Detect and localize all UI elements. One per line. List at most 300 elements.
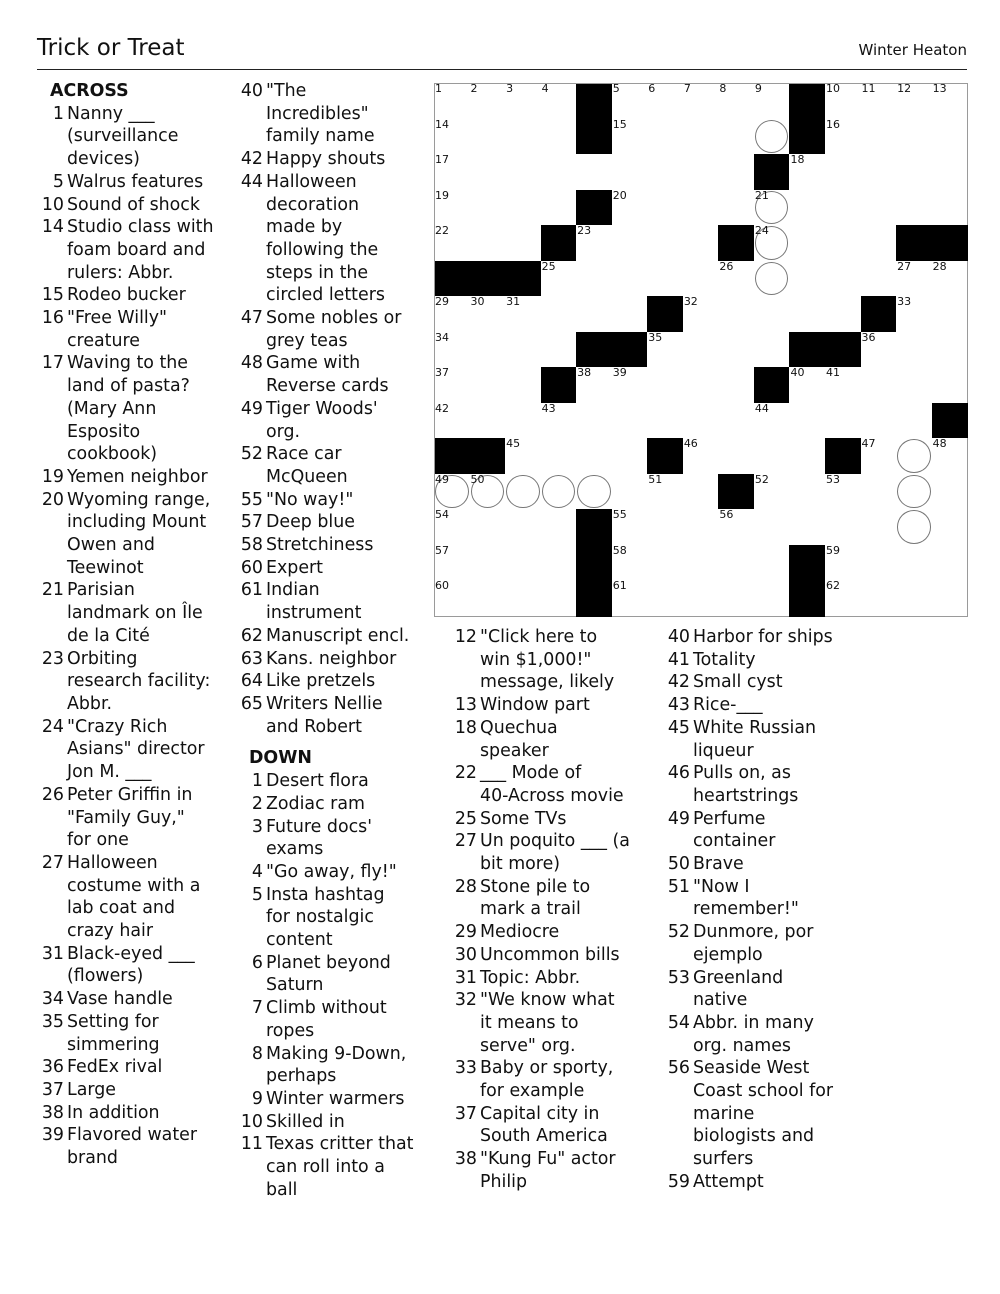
clue bbox=[40, 1102, 214, 1125]
cell-number: 34 bbox=[435, 330, 449, 344]
grid-cell bbox=[434, 119, 471, 156]
clue-number: 40 bbox=[240, 81, 263, 101]
grid-cell bbox=[505, 225, 542, 262]
clue-text-line: Mediocre bbox=[480, 922, 560, 943]
grid-cell bbox=[754, 261, 791, 298]
cell-number: 5 bbox=[612, 82, 620, 95]
puzzle-author: Winter Heaton bbox=[858, 41, 967, 59]
grid-cell bbox=[470, 580, 507, 617]
cell-number: 7 bbox=[683, 82, 691, 95]
clue-number: 5 bbox=[251, 884, 263, 905]
grid-cell bbox=[896, 261, 933, 298]
clue-text-line: marine bbox=[693, 1103, 755, 1124]
clue bbox=[666, 717, 833, 762]
cell-number: 21 bbox=[754, 188, 769, 202]
clue bbox=[453, 989, 630, 1057]
clue-number: 48 bbox=[240, 353, 263, 374]
clue-text-line: Esposito bbox=[67, 421, 141, 442]
grid-cell bbox=[754, 119, 791, 156]
grid-block bbox=[612, 332, 649, 369]
clue bbox=[40, 1056, 214, 1079]
clue-text-line: "Free Willy" bbox=[67, 308, 168, 329]
clue-text-line: lab coat and bbox=[67, 898, 175, 919]
clue-number: 57 bbox=[240, 512, 263, 533]
clue-text-line: speaker bbox=[480, 740, 549, 761]
clue-number: 46 bbox=[667, 763, 690, 784]
grid-block bbox=[541, 225, 578, 262]
clue-text-line: Some nobles or bbox=[266, 308, 402, 329]
clue bbox=[40, 852, 214, 943]
grid-cell bbox=[541, 261, 578, 298]
clue-text-line: for one bbox=[67, 830, 129, 851]
grid-cell bbox=[896, 438, 933, 475]
grid-cell bbox=[505, 332, 542, 369]
grid-cell bbox=[825, 474, 862, 511]
clue-column-1 bbox=[40, 80, 214, 1170]
cell-number: 30 bbox=[470, 295, 485, 309]
circled-cell-marker bbox=[897, 439, 931, 473]
clue-text-line: Tiger Woods' bbox=[266, 398, 378, 419]
grid-cell bbox=[718, 154, 755, 191]
clue-text-line: Stretchiness bbox=[266, 535, 374, 556]
grid-cell bbox=[505, 119, 542, 156]
cell-number: 57 bbox=[435, 543, 449, 557]
grid-block bbox=[718, 474, 755, 511]
cell-number: 54 bbox=[435, 508, 449, 522]
cell-number: 13 bbox=[932, 82, 947, 95]
grid-block bbox=[754, 154, 791, 191]
clue bbox=[40, 988, 214, 1011]
clue-number: 26 bbox=[41, 784, 64, 805]
clue bbox=[40, 1011, 214, 1056]
cell-number: 43 bbox=[541, 401, 556, 415]
grid-cell bbox=[861, 83, 898, 120]
clue-text-line: org. names bbox=[693, 1035, 791, 1056]
cell-number: 22 bbox=[435, 224, 449, 238]
grid-block bbox=[754, 367, 791, 404]
grid-cell bbox=[718, 119, 755, 156]
grid-block bbox=[576, 332, 613, 369]
clue-text-line: "We know what bbox=[480, 990, 615, 1011]
grid-cell bbox=[861, 580, 898, 617]
puzzle-title: Trick or Treat bbox=[37, 35, 185, 61]
clue bbox=[239, 1088, 413, 1111]
clue bbox=[666, 762, 833, 807]
clue bbox=[453, 967, 630, 990]
cell-number: 12 bbox=[897, 82, 912, 95]
grid-cell bbox=[541, 296, 578, 333]
clue-text-line: heartstrings bbox=[693, 785, 799, 806]
clue-number: 61 bbox=[240, 580, 263, 601]
clue-text-line: Brave bbox=[693, 854, 744, 875]
cell-number: 17 bbox=[435, 153, 449, 167]
cell-number: 23 bbox=[577, 224, 592, 238]
clue-number: 12 bbox=[454, 627, 477, 647]
clue-text-line: message, likely bbox=[480, 672, 615, 693]
clue bbox=[239, 793, 413, 816]
grid-cell bbox=[470, 190, 507, 227]
clue-column-4 bbox=[666, 626, 833, 1194]
grid-cell bbox=[932, 438, 969, 475]
grid-block bbox=[576, 119, 613, 156]
clue-text-line: Attempt bbox=[693, 1171, 764, 1192]
clue bbox=[666, 921, 833, 966]
clue-number: 10 bbox=[41, 194, 64, 215]
grid-cell bbox=[789, 474, 826, 511]
grid-cell bbox=[683, 261, 720, 298]
clue-number: 52 bbox=[667, 922, 690, 943]
cell-number: 26 bbox=[719, 259, 734, 273]
clue bbox=[453, 944, 630, 967]
clue-text-line: Peter Griffin in bbox=[67, 784, 193, 805]
clue-number: 2 bbox=[251, 793, 263, 814]
clue-text-line: "No way!" bbox=[266, 489, 354, 510]
header-rule bbox=[37, 69, 967, 70]
clue-text-line: Abbr. in many bbox=[693, 1012, 814, 1033]
grid-cell bbox=[861, 154, 898, 191]
grid-cell bbox=[718, 367, 755, 404]
clue-text-line: Large bbox=[67, 1079, 116, 1100]
clue-text-line: de la Cité bbox=[67, 625, 150, 646]
clue bbox=[40, 784, 214, 852]
clue-number: 1 bbox=[251, 771, 263, 792]
clue-text-line: Teewinot bbox=[67, 557, 144, 578]
grid-cell bbox=[612, 154, 649, 191]
clue-text-line: Un poquito ___ (a bbox=[480, 831, 630, 852]
clue bbox=[239, 625, 413, 648]
clue-number: 37 bbox=[454, 1103, 477, 1124]
clue bbox=[239, 1111, 413, 1134]
grid-block bbox=[576, 580, 613, 617]
grid-cell bbox=[612, 509, 649, 546]
clue-number: 56 bbox=[667, 1058, 690, 1079]
grid-cell bbox=[683, 154, 720, 191]
grid-cell bbox=[434, 509, 471, 546]
clue-number: 45 bbox=[667, 717, 690, 738]
grid-cell bbox=[861, 509, 898, 546]
grid-cell bbox=[825, 367, 862, 404]
grid-cell bbox=[896, 367, 933, 404]
clue-text-line: White Russian bbox=[693, 717, 817, 738]
clue-number: 44 bbox=[240, 171, 263, 192]
grid-block bbox=[789, 545, 826, 582]
cell-number: 41 bbox=[826, 366, 840, 380]
circled-cell-marker bbox=[897, 475, 931, 509]
grid-cell bbox=[932, 474, 969, 511]
clue bbox=[40, 171, 214, 194]
cell-number: 2 bbox=[470, 82, 478, 95]
clue-text-line: Indian bbox=[266, 580, 320, 601]
clue-text-line: Texas critter that bbox=[266, 1134, 414, 1155]
clue bbox=[666, 626, 833, 649]
clue bbox=[40, 466, 214, 489]
clue-number: 49 bbox=[667, 808, 690, 829]
clue-text-line: Deep blue bbox=[266, 512, 355, 533]
clue bbox=[239, 307, 413, 352]
grid-block bbox=[505, 261, 542, 298]
clue bbox=[239, 1043, 413, 1088]
grid-cell bbox=[718, 438, 755, 475]
grid-cell bbox=[612, 474, 649, 511]
cell-number: 36 bbox=[861, 330, 876, 344]
grid-cell bbox=[932, 332, 969, 369]
grid-cell bbox=[825, 261, 862, 298]
clue-text-line: content bbox=[266, 930, 333, 951]
cell-number: 29 bbox=[435, 295, 449, 309]
grid-cell bbox=[861, 474, 898, 511]
cell-number: 3 bbox=[506, 82, 514, 95]
clue-text-line: Uncommon bills bbox=[480, 944, 620, 965]
cell-number: 24 bbox=[754, 224, 769, 238]
clue-text-line: ___ Mode of bbox=[480, 763, 582, 784]
grid-cell bbox=[825, 119, 862, 156]
clue-text-line: container bbox=[693, 831, 776, 852]
cell-number: 6 bbox=[648, 82, 656, 95]
grid-cell bbox=[470, 332, 507, 369]
clue bbox=[453, 694, 630, 717]
grid-cell bbox=[505, 367, 542, 404]
cell-number: 35 bbox=[648, 330, 663, 344]
clue-number: 5 bbox=[52, 171, 64, 192]
grid-block bbox=[825, 438, 862, 475]
grid-cell bbox=[754, 438, 791, 475]
clue bbox=[239, 489, 413, 512]
clue-number: 33 bbox=[454, 1058, 477, 1079]
clue-number: 3 bbox=[251, 816, 263, 837]
clue bbox=[239, 511, 413, 534]
clue-text-line: Skilled in bbox=[266, 1111, 345, 1132]
clue-text-line: Asians" director bbox=[67, 739, 205, 760]
grid-cell bbox=[541, 332, 578, 369]
clue-text-line: Making 9-Down, bbox=[266, 1043, 407, 1064]
clue-number: 59 bbox=[667, 1171, 690, 1192]
clue-number: 29 bbox=[454, 922, 477, 943]
clue-text-line: circled letters bbox=[266, 285, 385, 306]
clue-text-line: Desert flora bbox=[266, 771, 369, 792]
clue bbox=[666, 671, 833, 694]
clue-text-line: "Kung Fu" actor bbox=[480, 1149, 616, 1170]
clue-text-line: Rodeo bucker bbox=[67, 285, 186, 306]
clue-text-line: Zodiac ram bbox=[266, 793, 365, 814]
clue-text-line: "Family Guy," bbox=[67, 807, 185, 828]
grid-block bbox=[434, 438, 471, 475]
grid-cell bbox=[576, 296, 613, 333]
clue-text-line: "Go away, fly!" bbox=[266, 861, 397, 882]
grid-cell bbox=[470, 509, 507, 546]
clue bbox=[239, 952, 413, 997]
clue bbox=[40, 284, 214, 307]
grid-cell bbox=[470, 296, 507, 333]
grid-cell bbox=[683, 225, 720, 262]
grid-cell bbox=[505, 296, 542, 333]
clue-number: 58 bbox=[240, 535, 263, 556]
clue-number: 31 bbox=[41, 943, 64, 964]
cell-number: 51 bbox=[648, 472, 663, 486]
clue bbox=[239, 861, 413, 884]
cell-number: 31 bbox=[506, 295, 521, 309]
clue-text-line: Rice-___ bbox=[693, 695, 763, 716]
grid-cell bbox=[861, 545, 898, 582]
clue-text-line: Halloween bbox=[67, 852, 158, 873]
clue-number: 50 bbox=[667, 854, 690, 875]
grid-cell bbox=[683, 438, 720, 475]
grid-cell bbox=[789, 296, 826, 333]
grid-cell bbox=[789, 154, 826, 191]
grid-cell bbox=[612, 225, 649, 262]
clue-number: 54 bbox=[667, 1012, 690, 1033]
clue-text-line: Capital city in bbox=[480, 1103, 600, 1124]
clue-text-line: FedEx rival bbox=[67, 1057, 163, 1078]
grid-cell bbox=[647, 509, 684, 546]
cell-number: 4 bbox=[541, 82, 549, 95]
grid-cell bbox=[647, 190, 684, 227]
clue-text-line: Wyoming range, bbox=[67, 489, 211, 510]
clue bbox=[40, 103, 214, 171]
clue-text-line: Race car bbox=[266, 444, 342, 465]
cell-number: 47 bbox=[861, 437, 876, 451]
clue bbox=[453, 717, 630, 762]
grid-cell bbox=[861, 190, 898, 227]
clue-number: 51 bbox=[667, 876, 690, 897]
clue-number: 18 bbox=[454, 717, 477, 738]
grid-cell bbox=[896, 403, 933, 440]
clue-text-line: following the bbox=[266, 239, 379, 260]
grid-cell bbox=[718, 332, 755, 369]
grid-cell bbox=[505, 545, 542, 582]
clue-text-line: Vase handle bbox=[67, 989, 173, 1010]
grid-cell bbox=[861, 225, 898, 262]
clue bbox=[239, 816, 413, 861]
grid-cell bbox=[932, 83, 969, 120]
grid-cell bbox=[470, 83, 507, 120]
clue bbox=[40, 307, 214, 352]
clue-text-line: Planet beyond bbox=[266, 952, 391, 973]
clue-text-line: Insta hashtag bbox=[266, 884, 385, 905]
clue bbox=[40, 579, 214, 647]
grid-cell bbox=[896, 154, 933, 191]
grid-cell bbox=[541, 474, 578, 511]
clue bbox=[239, 884, 413, 952]
clue-text-line: Dunmore, por bbox=[693, 922, 814, 943]
grid-cell bbox=[932, 119, 969, 156]
grid-cell bbox=[505, 474, 542, 511]
clue bbox=[40, 716, 214, 784]
clue-number: 52 bbox=[240, 444, 263, 465]
cell-number: 46 bbox=[683, 437, 698, 451]
clue-text-line: simmering bbox=[67, 1034, 160, 1055]
clue bbox=[40, 943, 214, 988]
grid-cell bbox=[612, 119, 649, 156]
clue-text-line: Yemen neighbor bbox=[67, 466, 208, 487]
grid-cell bbox=[470, 154, 507, 191]
clue-text-line: Kans. neighbor bbox=[266, 648, 397, 669]
cell-number: 20 bbox=[612, 188, 627, 202]
clue-text-line: mark a trail bbox=[480, 899, 581, 920]
grid-cell bbox=[932, 190, 969, 227]
grid-cell bbox=[718, 545, 755, 582]
grid-cell bbox=[647, 332, 684, 369]
grid-cell bbox=[505, 438, 542, 475]
grid-block bbox=[861, 296, 898, 333]
clue bbox=[239, 443, 413, 488]
grid-cell bbox=[718, 580, 755, 617]
crossword-grid bbox=[434, 83, 967, 616]
grid-cell bbox=[470, 545, 507, 582]
clue-text-line: brand bbox=[67, 1148, 118, 1169]
grid-cell bbox=[754, 545, 791, 582]
cell-number: 16 bbox=[826, 117, 840, 131]
grid-cell bbox=[683, 509, 720, 546]
clue-text-line: Topic: Abbr. bbox=[480, 967, 581, 988]
clue-text-line: Climb without bbox=[266, 998, 387, 1019]
clue-text-line: In addition bbox=[67, 1102, 160, 1123]
grid-cell bbox=[718, 296, 755, 333]
clue-text-line: can roll into a bbox=[266, 1157, 385, 1178]
clue-text-line: made by bbox=[266, 217, 343, 238]
clue-number: 42 bbox=[667, 672, 690, 693]
clue-text-line: Small cyst bbox=[693, 672, 783, 693]
cell-number: 62 bbox=[826, 579, 840, 593]
clue bbox=[239, 648, 413, 671]
clue-number: 60 bbox=[240, 557, 263, 578]
clue bbox=[239, 1133, 413, 1201]
grid-cell bbox=[825, 580, 862, 617]
clue-text-line: surfers bbox=[693, 1149, 754, 1170]
clue-text-line: crazy hair bbox=[67, 921, 153, 942]
cell-number: 58 bbox=[612, 543, 627, 557]
clue-text-line: perhaps bbox=[266, 1066, 337, 1087]
clue bbox=[666, 967, 833, 1012]
clue-number: 6 bbox=[251, 952, 263, 973]
cell-number: 56 bbox=[719, 508, 734, 522]
clue-text-line: bit more) bbox=[480, 854, 561, 875]
circled-cell-marker bbox=[755, 120, 789, 154]
clue-number: 25 bbox=[454, 808, 477, 829]
clue-text-line: Like pretzels bbox=[266, 671, 376, 692]
grid-cell bbox=[683, 474, 720, 511]
cell-number: 40 bbox=[790, 366, 805, 380]
grid-block bbox=[789, 332, 826, 369]
clue-number: 7 bbox=[251, 998, 263, 1019]
grid-cell bbox=[612, 438, 649, 475]
grid-cell bbox=[718, 403, 755, 440]
grid-cell bbox=[612, 545, 649, 582]
cell-number: 10 bbox=[826, 82, 840, 95]
cell-number: 50 bbox=[470, 472, 485, 486]
grid-cell bbox=[861, 261, 898, 298]
grid-cell bbox=[434, 190, 471, 227]
clue-text-line: ball bbox=[266, 1179, 298, 1200]
clue-number: 28 bbox=[454, 876, 477, 897]
clue-text-line: Walrus features bbox=[67, 171, 204, 192]
grid-cell bbox=[861, 119, 898, 156]
grid-cell bbox=[612, 580, 649, 617]
clue-number: 41 bbox=[667, 649, 690, 670]
clue-number: 40 bbox=[667, 627, 690, 647]
clue-text-line: Baby or sporty, bbox=[480, 1058, 614, 1079]
clue bbox=[239, 670, 413, 693]
clue bbox=[40, 1124, 214, 1169]
grid-cell bbox=[505, 154, 542, 191]
grid-cell bbox=[647, 225, 684, 262]
clue-text-line: Reverse cards bbox=[266, 376, 389, 397]
cell-number: 25 bbox=[541, 259, 556, 273]
grid-cell bbox=[718, 190, 755, 227]
cell-number: 14 bbox=[435, 117, 449, 131]
grid-cell bbox=[896, 474, 933, 511]
clue bbox=[666, 694, 833, 717]
clue-text-line: for example bbox=[480, 1081, 585, 1102]
